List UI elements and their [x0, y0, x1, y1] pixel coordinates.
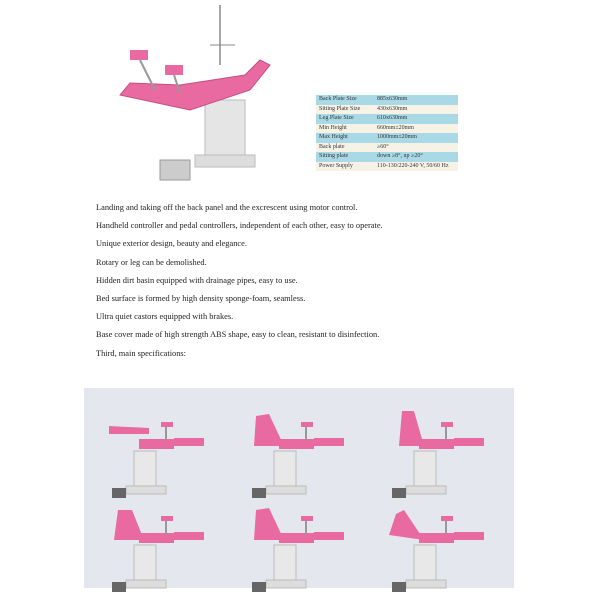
product-gallery: [84, 388, 514, 588]
feature-item: Unique exterior design, beauty and elegance.: [96, 239, 247, 249]
spec-row: [316, 114, 458, 124]
spec-value: 1000mm±20mm: [374, 133, 458, 143]
spec-value: 660mm±20mm: [374, 124, 458, 134]
gallery-chair-image: [384, 406, 494, 501]
spec-label: Back Plate Size: [316, 95, 374, 105]
feature-list: [96, 202, 383, 366]
spec-value: 885x630mm: [374, 95, 458, 105]
spec-label: Power Supply: [316, 162, 374, 172]
spec-row: [316, 95, 458, 105]
spec-label: Sitting plate: [316, 152, 374, 162]
gallery-chair-image: [104, 500, 214, 595]
feature-item: Bed surface is formed by high density sponge-foam, seamless.: [96, 293, 306, 303]
feature-item: Rotary or leg can be demolished.: [96, 257, 207, 267]
spec-label: Leg Plate Size: [316, 114, 374, 124]
feature-item: Third, main specifications:: [96, 348, 187, 358]
spec-row: [316, 162, 458, 172]
spec-value: 610x630mm: [374, 114, 458, 124]
gallery-chair-image: [244, 500, 354, 595]
spec-row: [316, 105, 458, 115]
spec-label: Min Height: [316, 124, 374, 134]
feature-item: Ultra quiet castors equipped with brakes.: [96, 312, 234, 322]
spec-row: [316, 124, 458, 134]
gallery-chair-image: [244, 406, 354, 501]
spec-row: [316, 152, 458, 162]
gallery-chair-image: [104, 406, 214, 501]
feature-item: Landing and taking off the back panel and the excrescent using motor control.: [96, 203, 358, 212]
spec-label: Back plate: [316, 143, 374, 153]
spec-row: [316, 133, 458, 143]
spec-value: down ≥8°, up ≥20°: [374, 152, 458, 162]
gynecological-table-product-image: [110, 5, 300, 185]
feature-item: Base cover made of high strength ABS shape, easy to clean, resistant to disinfection.: [96, 330, 380, 340]
spec-value: 110-130/220-240 V, 50/60 Hz: [374, 162, 458, 172]
feature-item: Handheld controller and pedal controllers, independent of each other, easy to operate.: [96, 221, 383, 231]
spec-value: ≥60°: [374, 143, 458, 153]
spec-row: [316, 143, 458, 153]
gallery-chair-image: [384, 500, 494, 595]
spec-label: Sitting Plate Size: [316, 105, 374, 115]
spec-label: Max Height: [316, 133, 374, 143]
spec-value: 430x630mm: [374, 105, 458, 115]
spec-table: [316, 95, 458, 171]
feature-item: Hidden dirt basin equipped with drainage pipes, easy to use.: [96, 275, 298, 285]
